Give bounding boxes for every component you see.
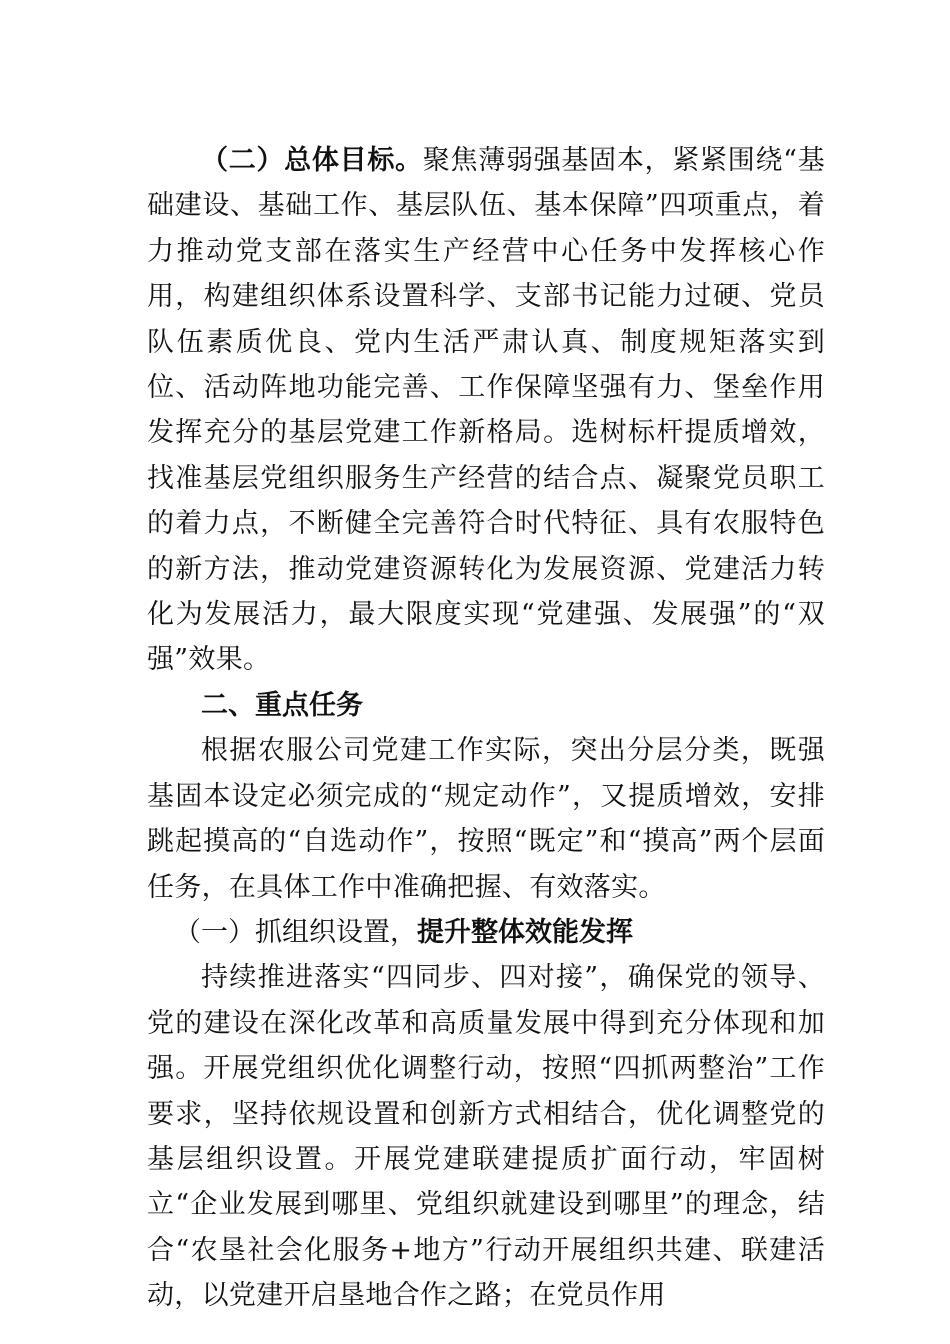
- key-tasks-heading: 二、重点任务: [201, 689, 363, 721]
- org-setup-paragraph: 持续推进落实“四同步、四对接”，确保党的领导、党的建设在深化改革和高质量发展中得到充分体现和加强。开展党组织优化调整行动，按照“四抓两整治”工作要求，坚持依规设置和创新方式相结合，优化调整党的基层组织设置。开展党建联建提质扩面行动，牢固树立“企业发展到哪里、党组织就建设到哪里”的理念，结合“农垦社会化服务+地方”行动开展组织共建、联建活动，以党建开启垦地合作之路；在党员作用: [147, 962, 825, 1312]
- org-setup-subheading: [147, 910, 825, 955]
- org-setup-subheading-emphasis: 提升整体效能发挥: [417, 916, 633, 948]
- org-setup-subheading-prefix: （一）抓组织设置，: [174, 916, 417, 948]
- document-body: [147, 138, 825, 1319]
- key-tasks-intro-paragraph: 根据农服公司党建工作实际，突出分层分类，既强基固本设定必须完成的“规定动作”，又提质增效，安排跳起摸高的“自选动作”，按照“既定”和“摸高”两个层面任务，在具体工作中准确把握、有效落实。: [147, 735, 825, 903]
- overall-goal-text: 聚焦薄弱强基固本，紧紧围绕“基础建设、基础工作、基层队伍、基本保障”四项重点，着力推动党支部在落实生产经营中心任务中发挥核心作用，构建组织体系设置科学、支部书记能力过硬、党员队伍素质优良、党内生活严肃认真、制度规矩落实到位、活动阵地功能完善、工作保障坚强有力、堡垒作用发挥充分的基层党建工作新格局。选树标杆提质增效，找准基层党组织服务生产经营的结合点、凝聚党员职工的着力点，不断健全完善符合时代特征、具有农服特色的新方法，推动党建资源转化为发展资源、党建活力转化为发展活力，最大限度实现“党建强、发展强”的“双强”效果。: [147, 145, 825, 676]
- overall-goal-paragraph: [147, 138, 825, 683]
- overall-goal-lead: （二）总体目标。: [201, 145, 423, 176]
